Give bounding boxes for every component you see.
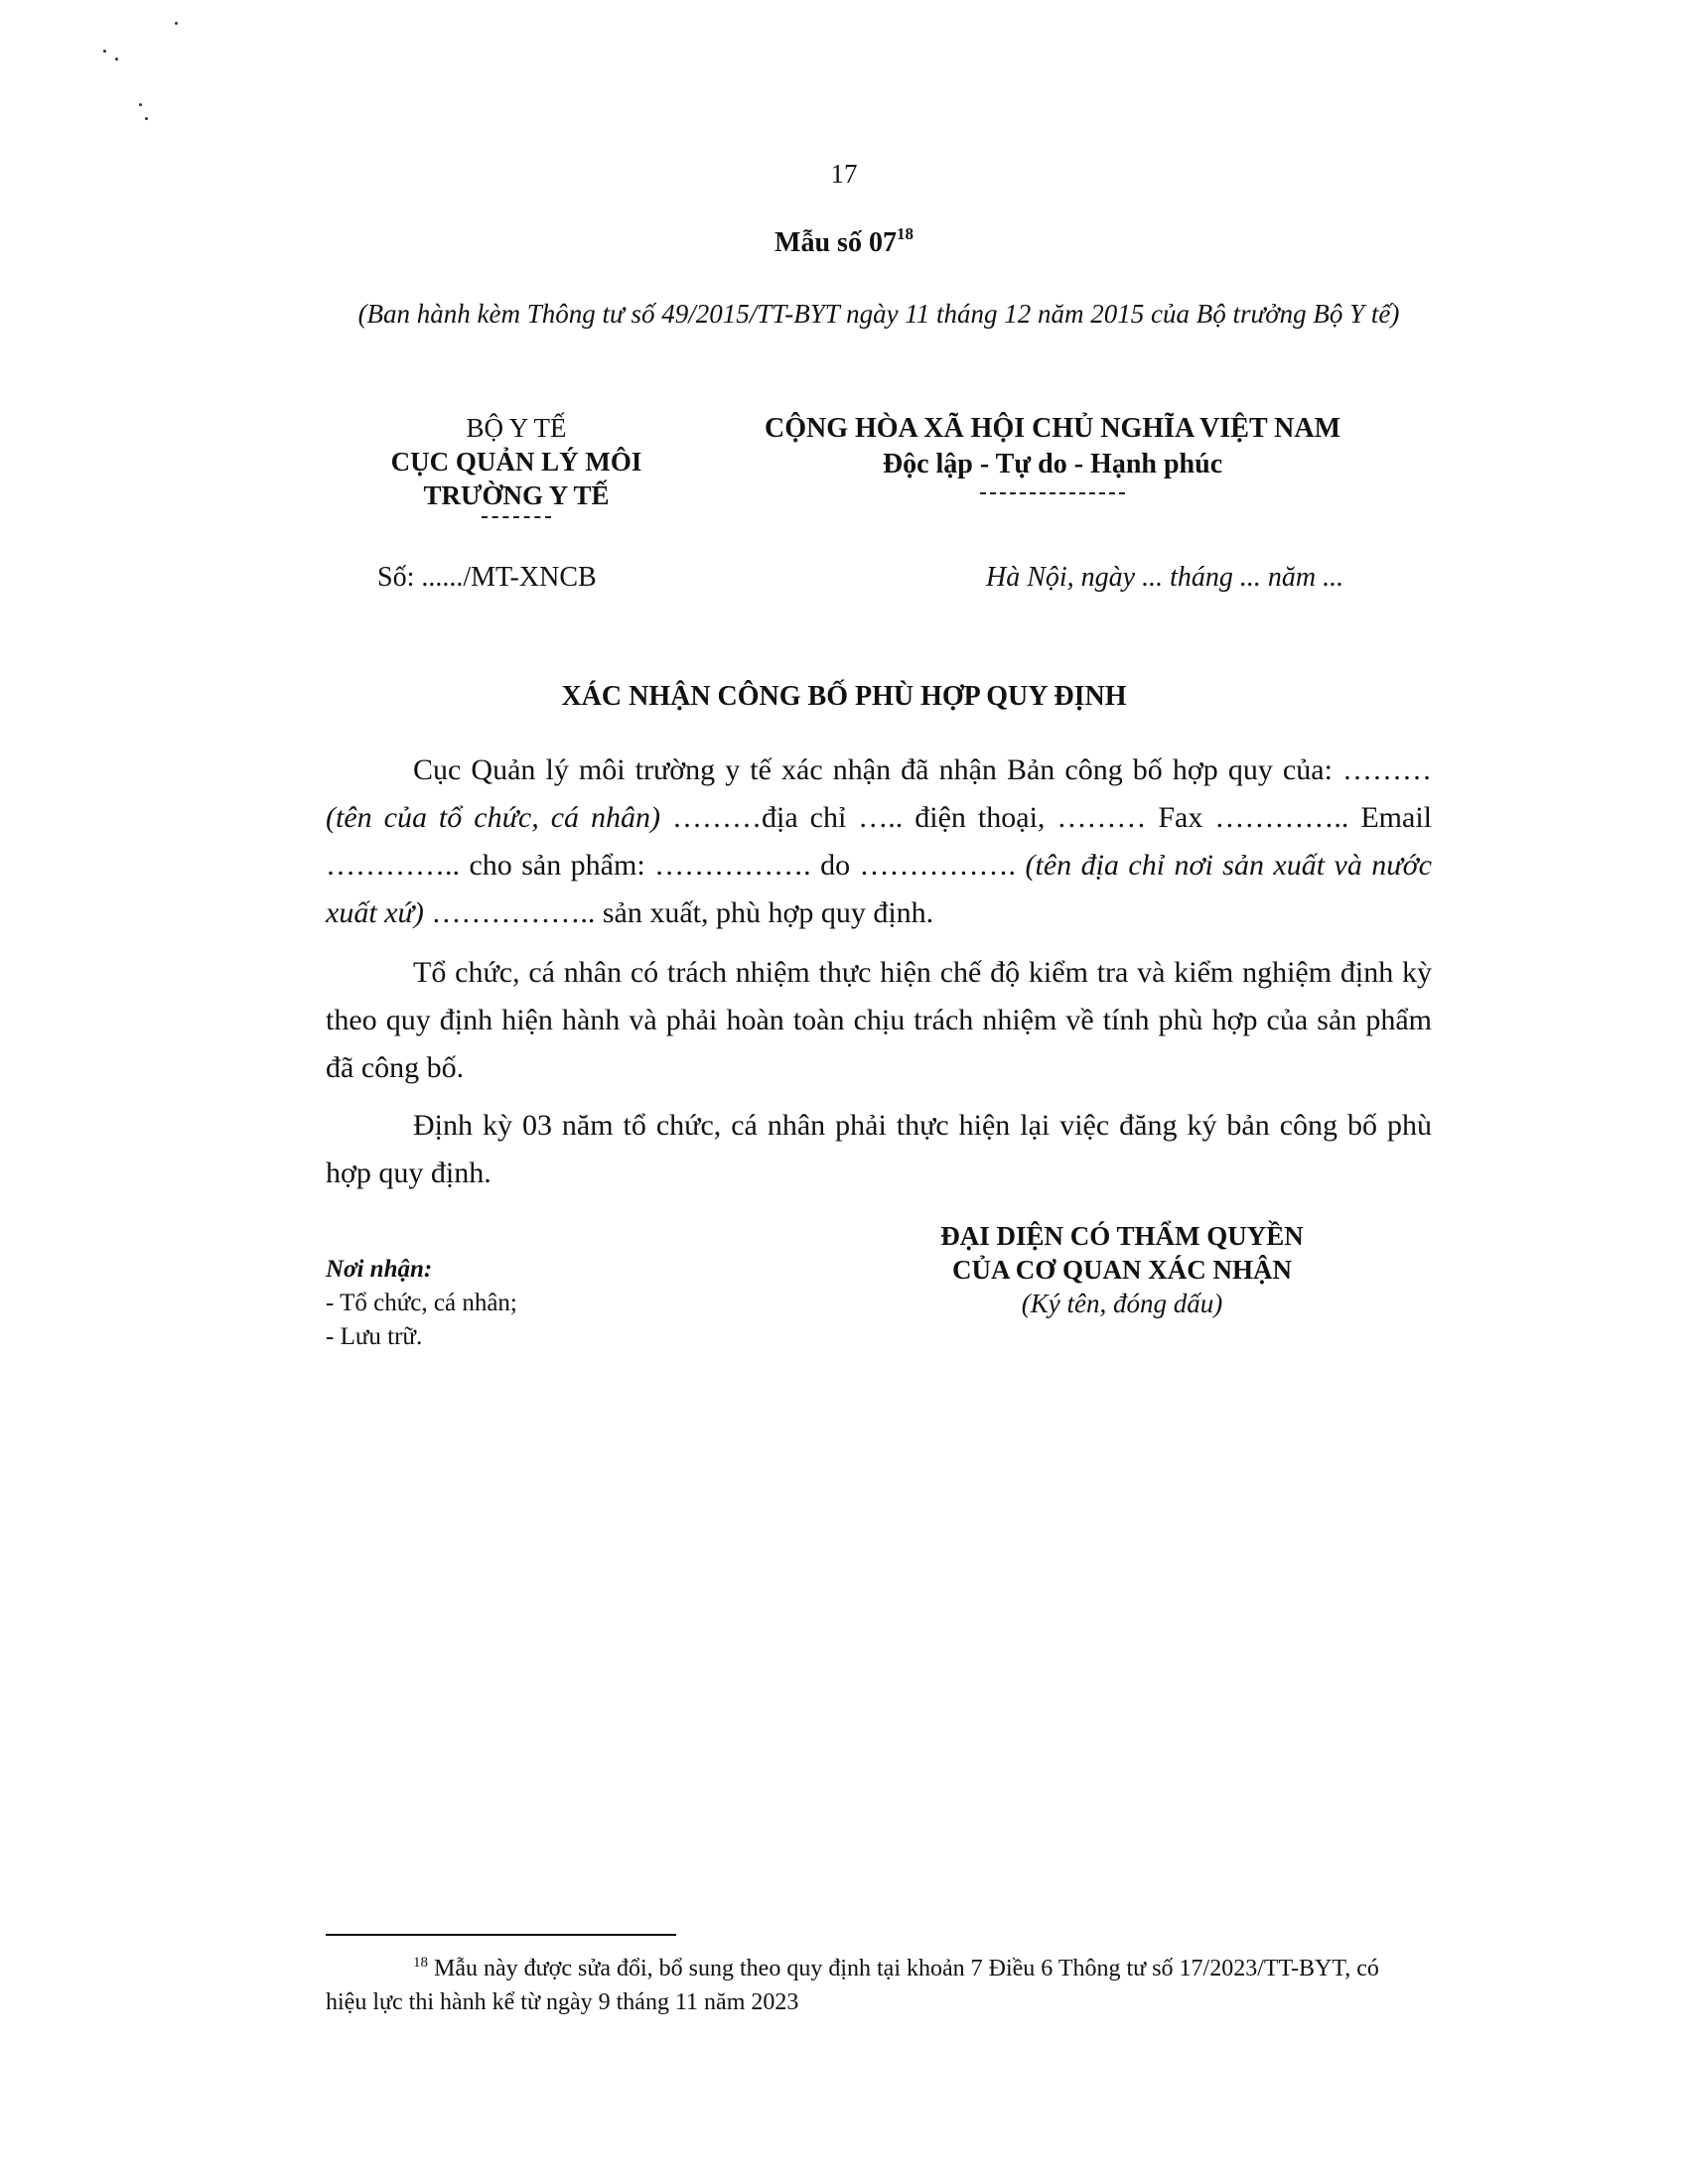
- p1-text-e: …………….. sản xuất, phù hợp quy định.: [423, 896, 934, 929]
- footnote-divider: [326, 1934, 676, 1936]
- form-title-text: Mẫu số 07: [774, 227, 897, 258]
- p1-text-c: ………địa chỉ ….. điện thoại, ……… Fax ………….. Email ………….. cho sản phẩm: ……………. do …………….: [326, 801, 1432, 882]
- agency-divider: [482, 516, 551, 518]
- place-date: Hà Nội, ngày ... tháng ... năm ...: [986, 562, 1344, 593]
- agency-block: [338, 411, 695, 518]
- department-name-line1: CỤC QUẢN LÝ MÔI: [390, 447, 642, 477]
- recipient-item: - Lưu trữ.: [326, 1323, 423, 1350]
- form-title: [0, 224, 1688, 259]
- p2-text: Tổ chức, cá nhân có trách nhiệm thực hiện chế độ kiểm tra và kiểm nghiệm định kỳ theo quy định hiện hành và phải hoàn toàn chịu trách nhiệm về tính phù hợp của sản phẩm đã công bố.: [326, 956, 1432, 1084]
- signature-title-line1: ĐẠI DIỆN CÓ THẨM QUYỀN: [940, 1221, 1304, 1251]
- scan-speck: [175, 22, 178, 25]
- department-name-line2: TRƯỜNG Y TẾ: [423, 480, 610, 510]
- scan-speck: [145, 117, 148, 120]
- form-footnote-ref: 18: [896, 224, 914, 243]
- body-paragraph-2: [326, 949, 1432, 1092]
- signature-block: [844, 1219, 1400, 1320]
- p1-origin-placeholder: (tên địa chỉ nơi sản xuất và nước xuất xứ): [326, 849, 1432, 929]
- nation-motto: Độc lập - Tự do - Hạnh phúc: [882, 449, 1223, 479]
- nation-block: [725, 411, 1380, 494]
- footnote-text: Mẫu này được sửa đổi, bổ sung theo quy định tại khoản 7 Điều 6 Thông tư số 17/2023/TT-BYT, có hiệu lực thi hành kể từ ngày 9 tháng 11 năm 2023: [326, 1956, 1379, 2015]
- p3-text: Định kỳ 03 năm tổ chức, cá nhân phải thực hiện lại việc đăng ký bản công bố phù hợp quy định.: [326, 1109, 1432, 1189]
- signature-note: (Ký tên, đóng dấu): [1021, 1289, 1223, 1318]
- issued-note: (Ban hành kèm Thông tư số 49/2015/TT-BYT ngày 11 tháng 12 năm 2015 của Bộ trưởng Bộ Y tế): [357, 299, 1400, 329]
- nation-divider: [980, 492, 1125, 494]
- recipients-block: [326, 1253, 517, 1354]
- page-number: 17: [830, 159, 858, 189]
- footnote: [326, 1946, 1418, 2019]
- recipients-header: Nơi nhận:: [326, 1256, 433, 1283]
- nation-name: CỘNG HÒA XÃ HỘI CHỦ NGHĨA VIỆT NAM: [764, 413, 1341, 444]
- document-heading: XÁC NHẬN CÔNG BỐ PHÙ HỢP QUY ĐỊNH: [561, 681, 1127, 712]
- signature-title-line2: CỦA CƠ QUAN XÁC NHẬN: [952, 1255, 1292, 1285]
- body-paragraph-3: [326, 1102, 1432, 1197]
- scan-speck: [139, 103, 142, 106]
- ministry-name: BỘ Y TẾ: [466, 413, 567, 443]
- scan-speck: [103, 50, 106, 53]
- footnote-number: 18: [413, 1955, 428, 1971]
- document-number: Số: ....../MT-XNCB: [377, 562, 597, 593]
- scan-speck: [115, 58, 118, 61]
- p1-text-a: Cục Quản lý môi trường y tế xác nhận đã nhận Bản công bố hợp quy của: ………: [413, 753, 1432, 786]
- recipient-item: - Tổ chức, cá nhân;: [326, 1290, 517, 1316]
- p1-org-placeholder: (tên của tổ chức, cá nhân): [326, 801, 661, 834]
- body-paragraph-1: [326, 747, 1432, 937]
